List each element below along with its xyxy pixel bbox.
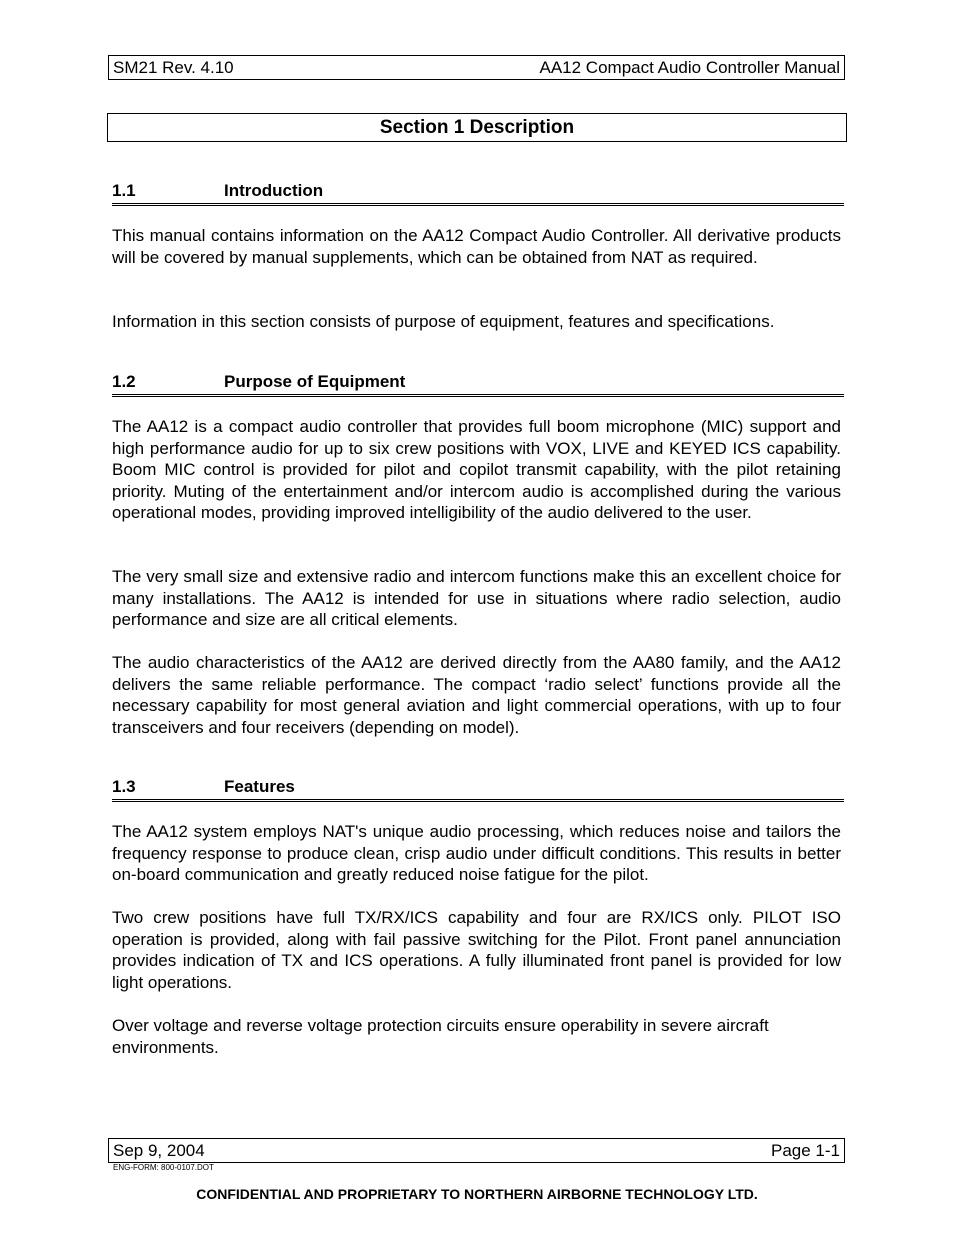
section-title: Section 1 Description [379, 116, 575, 138]
manual-title: AA12 Compact Audio Controller Manual [539, 57, 840, 77]
document-id: SM21 Rev. 4.10 [113, 57, 234, 77]
heading-number: 1.2 [112, 372, 136, 391]
page-footer [108, 1138, 845, 1163]
heading-title: Introduction [224, 181, 324, 200]
footer-date: Sep 9, 2004 [113, 1140, 205, 1160]
paragraph: This manual contains information on the AA12 Compact Audio Controller. All derivative products will be covered by manual supplements, which can be obtained from NAT as required. [112, 226, 841, 267]
heading-introduction [112, 181, 844, 206]
heading-purpose-of-equipment [112, 372, 844, 397]
heading-title: Purpose of Equipment [224, 372, 406, 391]
paragraph: The AA12 system employs NAT's unique audio processing, which reduces noise and tailors the frequency response to produce clean, crisp audio under difficult conditions. This results in better on-board communication and greatly reduced noise fatigue for the pilot. [112, 822, 841, 885]
paragraph: The audio characteristics of the AA12 are derived directly from the AA80 family, and the AA12 delivers the same reliable performance. The compact ‘radio select’ functions provide all the necessary capability for most general aviation and light commercial operations, with up to four transceivers and four receivers (depending on model). [112, 653, 841, 737]
heading-title: Features [224, 777, 295, 796]
paragraph: Two crew positions have full TX/RX/ICS capability and four are RX/ICS only. PILOT ISO operation is provided, along with fail passive switching for the Pilot. Front panel annunciation provides indication of TX and ICS operations. A fully illuminated front panel is provided for low light operations. [112, 908, 841, 992]
section-title-box [107, 113, 847, 142]
form-id: ENG-FORM: 800-0107.DOT [113, 1163, 214, 1172]
confidentiality-notice: CONFIDENTIAL AND PROPRIETARY TO NORTHERN AIRBORNE TECHNOLOGY LTD. [196, 1186, 758, 1202]
heading-number: 1.1 [112, 181, 136, 200]
paragraph: The AA12 is a compact audio controller that provides full boom microphone (MIC) support and high performance audio for up to six crew positions with VOX, LIVE and KEYED ICS capability. Boom MIC control is provided for pilot and copilot transmit capability, with the pilot retaining priority. Muting of the entertainment and/or intercom audio is accomplished during the various operational modes, providing improved intelligibility of the audio delivered to the user. [112, 417, 841, 523]
heading-number: 1.3 [112, 777, 136, 796]
paragraph: Information in this section consists of purpose of equipment, features and specifications. [112, 312, 775, 331]
paragraph: The very small size and extensive radio and intercom functions make this an excellent choice for many installations. The AA12 is intended for use in situations where radio selection, audio performance and size are all critical elements. [112, 567, 841, 630]
page-number: Page 1-1 [771, 1140, 840, 1160]
page-header [108, 55, 845, 80]
heading-features [112, 777, 844, 802]
paragraph: Over voltage and reverse voltage protection circuits ensure operability in severe aircraft environments. [112, 1016, 769, 1057]
